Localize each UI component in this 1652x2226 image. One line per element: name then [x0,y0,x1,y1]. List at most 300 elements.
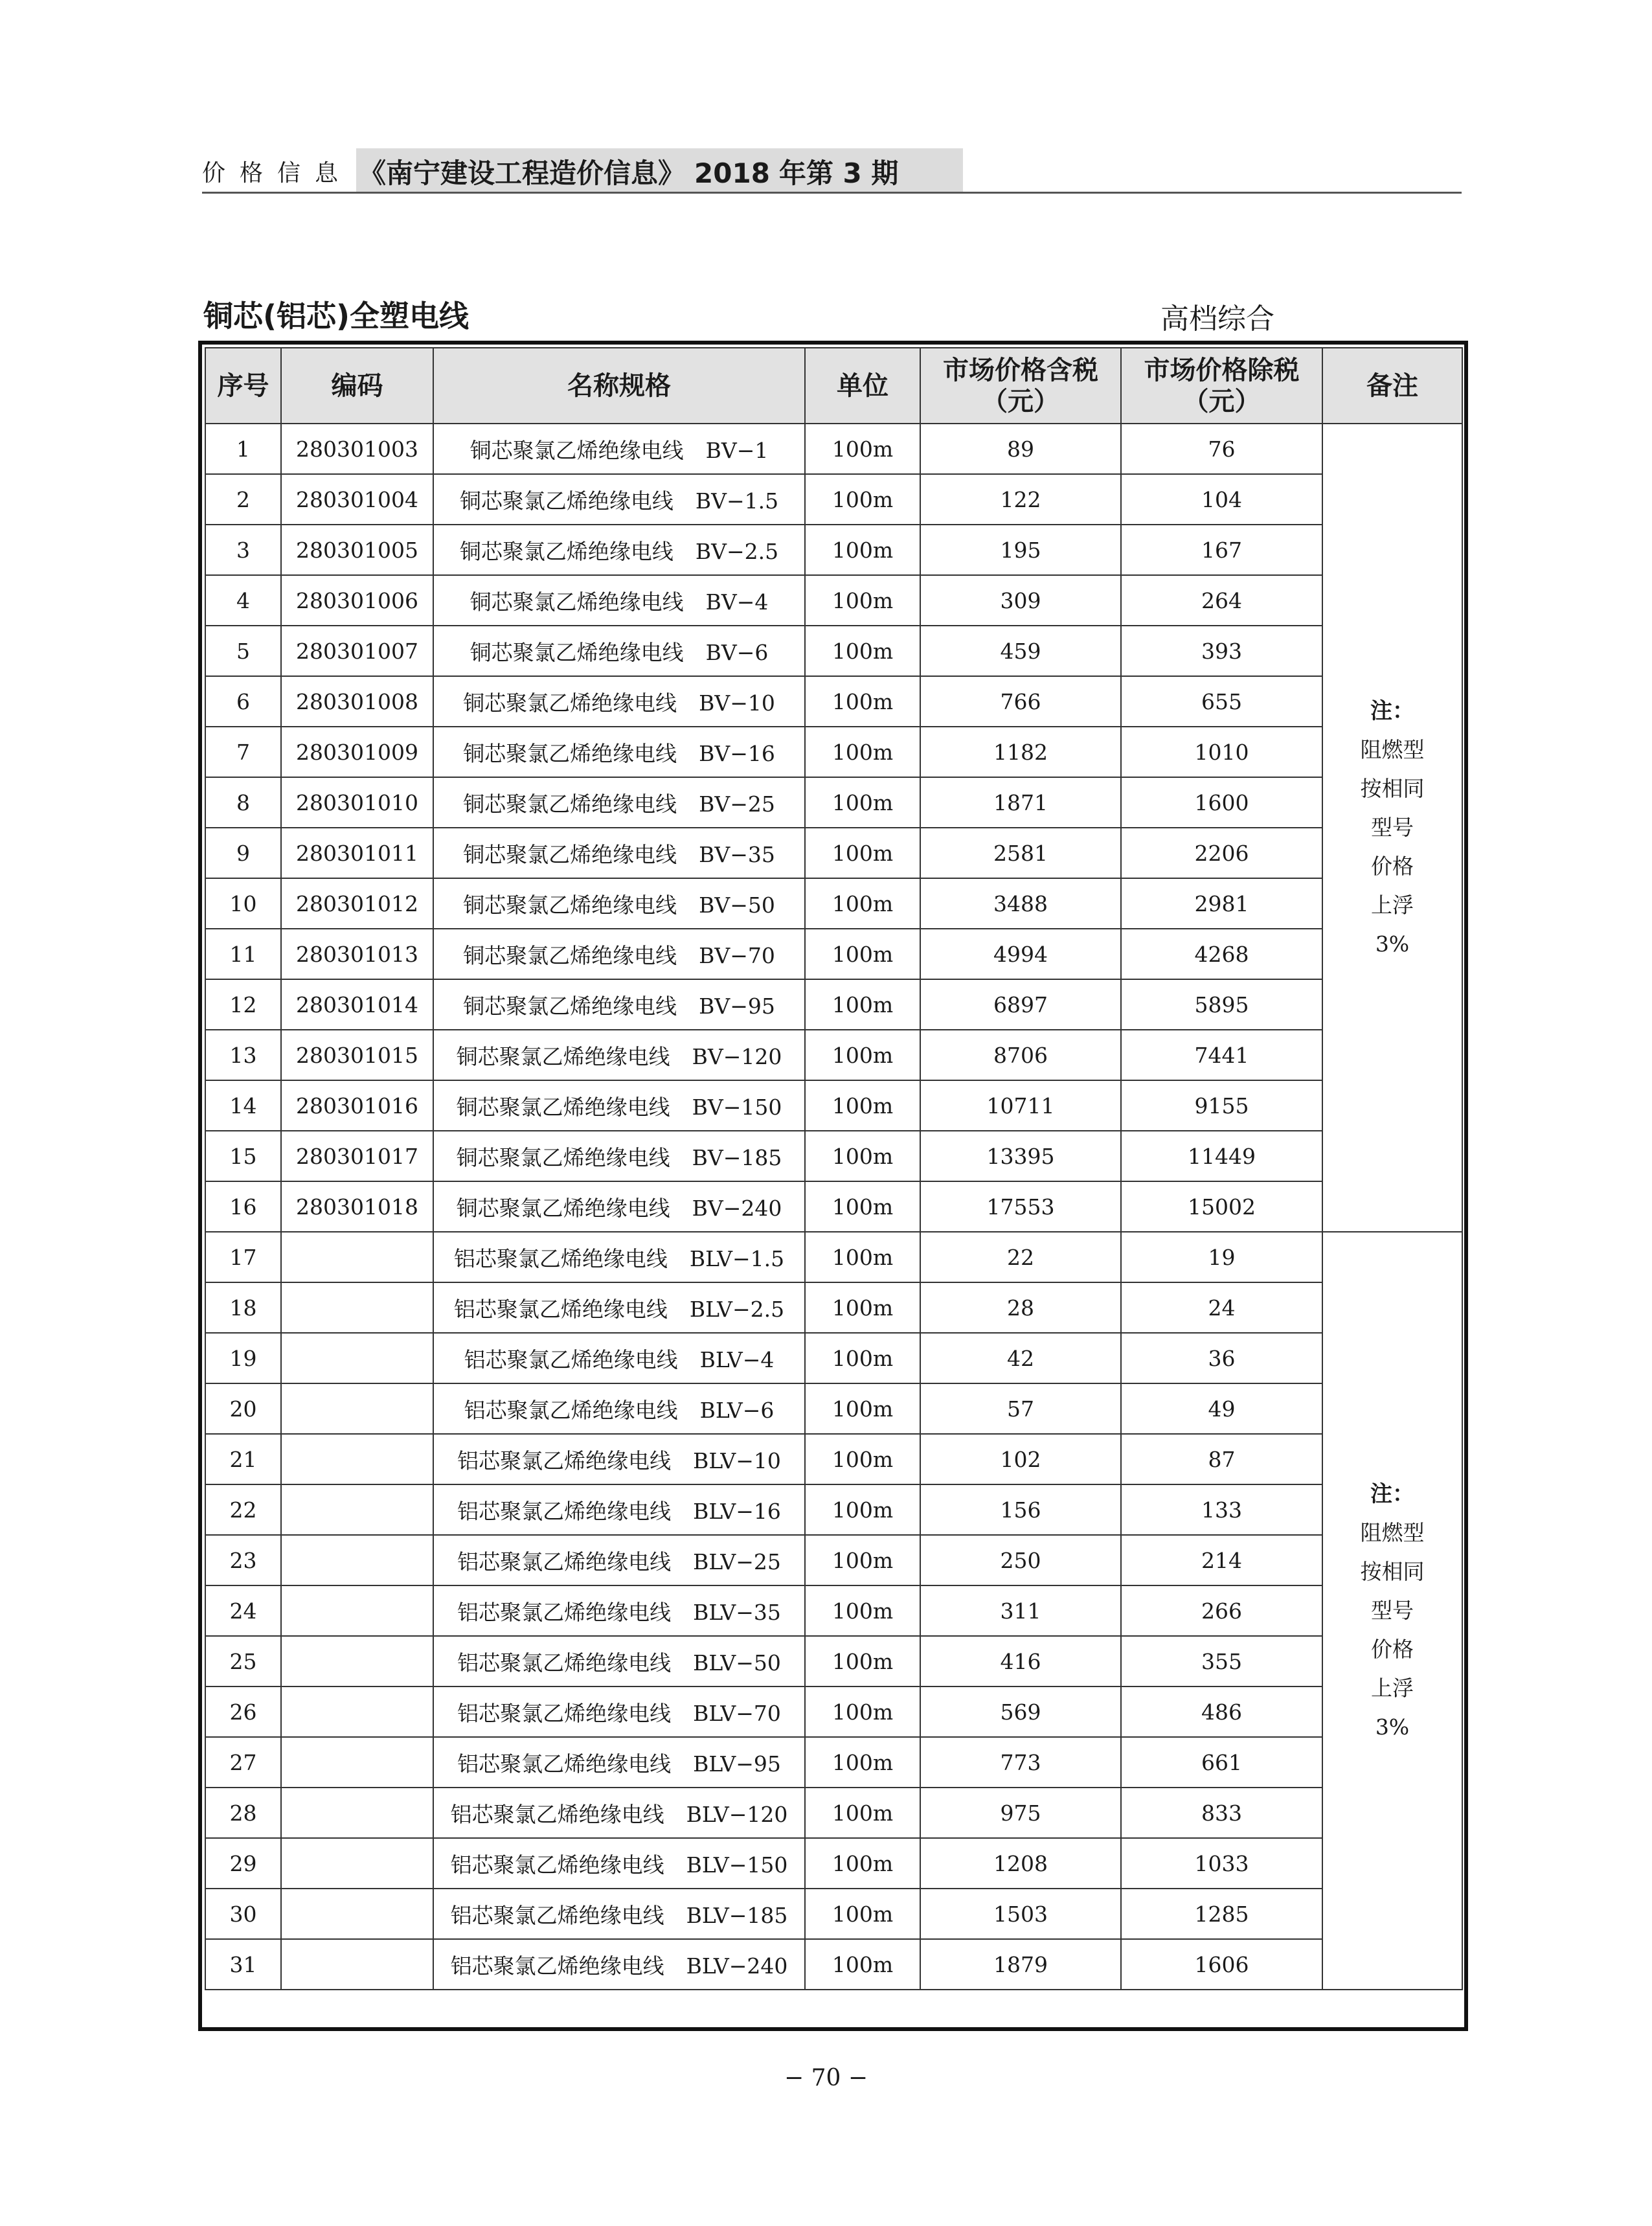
seq-cell: 29 [205,1838,281,1889]
price-table [205,347,1463,1990]
unit-cell: 100m [805,575,920,626]
remark-note-line: 阻燃型 [1360,737,1425,762]
table-row [205,1080,1462,1131]
table-row [205,1737,1462,1788]
seq-cell: 14 [205,1080,281,1131]
seq-cell: 5 [205,626,281,676]
price-incl-cell: 309 [920,575,1121,626]
publication-title: 《南宁建设工程造价信息》 [359,157,686,189]
product-model: BLV−6 [699,1397,775,1423]
running-header [202,148,963,194]
product-model: BV−6 [705,639,769,665]
price-excl-cell: 355 [1121,1636,1322,1687]
name-cell [433,878,805,929]
price-excl-cell: 24 [1121,1282,1322,1333]
product-model: BV−35 [699,841,775,867]
table-row [205,828,1462,878]
unit-cell: 100m [805,676,920,727]
col-header-price-excl-line1: 市场价格除税 [1144,355,1300,385]
code-cell: 280301007 [281,626,433,676]
table-row [205,1889,1462,1939]
price-excl-cell: 11449 [1121,1131,1322,1181]
code-cell: 280301005 [281,525,433,575]
remark-note-line: 按相同 [1360,1559,1425,1584]
product-model: BLV−95 [693,1751,781,1777]
price-incl-cell: 195 [920,525,1121,575]
name-cell [433,727,805,777]
name-cell [433,626,805,676]
price-excl-cell: 87 [1121,1434,1322,1484]
price-excl-cell: 2981 [1121,878,1322,929]
name-cell [433,474,805,525]
table-row [205,575,1462,626]
name-cell [433,1333,805,1383]
seq-cell: 4 [205,575,281,626]
seq-cell: 2 [205,474,281,525]
seq-cell: 12 [205,979,281,1030]
price-incl-cell: 1208 [920,1838,1121,1889]
price-incl-cell: 89 [920,424,1121,474]
product-name: 铝芯聚氯乙烯绝缘电线 [464,1346,678,1372]
remark-note-heading: 注： [1370,698,1414,724]
price-incl-cell: 975 [920,1788,1121,1838]
code-cell [281,1687,433,1737]
table-row [205,1333,1462,1383]
price-excl-cell: 7441 [1121,1030,1322,1080]
code-cell [281,1838,433,1889]
price-incl-cell: 156 [920,1484,1121,1535]
name-cell [433,1788,805,1838]
table-title: 铜芯(铝芯)全塑电线 [203,299,470,334]
price-incl-cell: 416 [920,1636,1121,1687]
code-cell: 280301010 [281,777,433,828]
unit-cell: 100m [805,1333,920,1383]
unit-cell: 100m [805,474,920,525]
price-excl-cell: 214 [1121,1535,1322,1585]
table-row [205,626,1462,676]
seq-cell: 11 [205,929,281,979]
unit-cell: 100m [805,1232,920,1282]
name-cell [433,676,805,727]
unit-cell: 100m [805,828,920,878]
table-row [205,1838,1462,1889]
unit-cell: 100m [805,1080,920,1131]
seq-cell: 17 [205,1232,281,1282]
price-incl-cell: 459 [920,626,1121,676]
section-tag: 价格信息 [202,159,353,187]
code-cell: 280301004 [281,474,433,525]
price-incl-cell: 3488 [920,878,1121,929]
price-excl-cell: 36 [1121,1333,1322,1383]
table-row [205,1030,1462,1080]
code-cell: 280301018 [281,1181,433,1232]
unit-cell: 100m [805,1383,920,1434]
seq-cell: 15 [205,1131,281,1181]
table-row [205,1687,1462,1737]
product-name: 铜芯聚氯乙烯绝缘电线 [459,488,673,514]
unit-cell: 100m [805,1687,920,1737]
col-header-remark: 备注 [1322,348,1462,424]
table-row [205,1585,1462,1636]
seq-cell: 26 [205,1687,281,1737]
col-header-price-excl [1121,348,1322,424]
col-header-code: 编码 [281,348,433,424]
table-row [205,1181,1462,1232]
name-cell [433,1383,805,1434]
product-model: BV−185 [692,1144,782,1170]
price-incl-cell: 13395 [920,1131,1121,1181]
product-model: BV−16 [699,740,775,766]
seq-cell: 27 [205,1737,281,1788]
product-model: BV−4 [705,589,769,615]
product-name: 铝芯聚氯乙烯绝缘电线 [450,1953,664,1979]
product-name: 铝芯聚氯乙烯绝缘电线 [457,1549,672,1574]
table-row [205,1484,1462,1535]
seq-cell: 28 [205,1788,281,1838]
price-incl-cell: 122 [920,474,1121,525]
price-excl-cell: 393 [1121,626,1322,676]
col-header-price-incl [920,348,1121,424]
remark-note-line: 3% [1375,931,1410,957]
remark-note-line: 按相同 [1360,776,1425,801]
code-cell [281,1636,433,1687]
product-name: 铝芯聚氯乙烯绝缘电线 [457,1599,672,1625]
unit-cell: 100m [805,1737,920,1788]
product-model: BV−150 [692,1094,782,1120]
price-incl-cell: 22 [920,1232,1121,1282]
table-body [205,424,1462,1990]
name-cell [433,1484,805,1535]
table-row [205,1383,1462,1434]
product-name: 铝芯聚氯乙烯绝缘电线 [457,1751,672,1777]
unit-cell: 100m [805,424,920,474]
product-name: 铜芯聚氯乙烯绝缘电线 [463,740,677,766]
product-name: 铝芯聚氯乙烯绝缘电线 [457,1448,672,1473]
unit-cell: 100m [805,878,920,929]
remark-note-line: 型号 [1371,1598,1414,1623]
publication-year: 2018 [694,157,770,189]
product-model: BLV−4 [699,1346,775,1372]
product-model: BLV−35 [693,1599,781,1625]
price-excl-cell: 486 [1121,1687,1322,1737]
price-excl-cell: 167 [1121,525,1322,575]
seq-cell: 8 [205,777,281,828]
price-excl-cell: 655 [1121,676,1322,727]
unit-cell: 100m [805,1889,920,1939]
product-model: BV−50 [699,892,775,918]
product-model: BLV−150 [686,1852,788,1878]
price-excl-cell: 2206 [1121,828,1322,878]
price-excl-cell: 76 [1121,424,1322,474]
product-name: 铝芯聚氯乙烯绝缘电线 [453,1245,668,1271]
table-row [205,1636,1462,1687]
name-cell [433,1636,805,1687]
code-cell: 280301012 [281,878,433,929]
product-model: BV−120 [692,1043,782,1069]
seq-cell: 1 [205,424,281,474]
product-model: BV−2.5 [695,538,779,564]
price-excl-cell: 1285 [1121,1889,1322,1939]
remark-note-heading: 注： [1370,1481,1414,1507]
name-cell [433,1889,805,1939]
remark-note-line: 价格 [1371,1637,1414,1662]
product-model: BV−10 [699,690,775,716]
unit-cell: 100m [805,1838,920,1889]
price-excl-cell: 49 [1121,1383,1322,1434]
col-header-unit: 单位 [805,348,920,424]
table-row [205,525,1462,575]
seq-cell: 16 [205,1181,281,1232]
seq-cell: 24 [205,1585,281,1636]
code-cell: 280301016 [281,1080,433,1131]
price-incl-cell: 2581 [920,828,1121,878]
unit-cell: 100m [805,979,920,1030]
col-header-price-incl-line1: 市场价格含税 [943,355,1098,385]
product-model: BLV−185 [686,1902,788,1928]
col-header-seq: 序号 [205,348,281,424]
table-row [205,1131,1462,1181]
name-cell [433,828,805,878]
product-model: BLV−240 [686,1953,788,1979]
table-row [205,979,1462,1030]
table-row [205,1939,1462,1990]
name-cell [433,1181,805,1232]
code-cell [281,1585,433,1636]
name-cell [433,1080,805,1131]
code-cell: 280301013 [281,929,433,979]
table-row [205,474,1462,525]
price-incl-cell: 8706 [920,1030,1121,1080]
price-excl-cell: 4268 [1121,929,1322,979]
name-cell [433,1282,805,1333]
product-name: 铜芯聚氯乙烯绝缘电线 [463,942,677,968]
unit-cell: 100m [805,929,920,979]
name-cell [433,575,805,626]
grade-label: 高档综合 [1160,302,1274,335]
code-cell [281,1333,433,1383]
table-row [205,929,1462,979]
unit-cell: 100m [805,626,920,676]
table-header-row [205,348,1462,424]
price-excl-cell: 133 [1121,1484,1322,1535]
unit-cell: 100m [805,1939,920,1990]
name-cell [433,1838,805,1889]
code-cell [281,1232,433,1282]
table-row [205,878,1462,929]
price-excl-cell: 833 [1121,1788,1322,1838]
name-cell [433,1030,805,1080]
product-name: 铝芯聚氯乙烯绝缘电线 [450,1852,664,1878]
publication-issue: 年第 3 期 [778,157,899,189]
unit-cell: 100m [805,1484,920,1535]
price-excl-cell: 1600 [1121,777,1322,828]
seq-cell: 3 [205,525,281,575]
table-row [205,1434,1462,1484]
seq-cell: 7 [205,727,281,777]
product-name: 铜芯聚氯乙烯绝缘电线 [470,437,684,463]
price-incl-cell: 1871 [920,777,1121,828]
product-name: 铜芯聚氯乙烯绝缘电线 [470,639,684,665]
product-model: BLV−120 [686,1801,788,1827]
code-cell: 280301014 [281,979,433,1030]
price-incl-cell: 42 [920,1333,1121,1383]
code-cell: 280301003 [281,424,433,474]
price-incl-cell: 1182 [920,727,1121,777]
seq-cell: 20 [205,1383,281,1434]
seq-cell: 13 [205,1030,281,1080]
code-cell [281,1484,433,1535]
name-cell [433,525,805,575]
price-incl-cell: 4994 [920,929,1121,979]
product-model: BV−70 [699,942,775,968]
price-incl-cell: 17553 [920,1181,1121,1232]
unit-cell: 100m [805,525,920,575]
name-cell [433,1737,805,1788]
code-cell [281,1383,433,1434]
remark-note-line: 价格 [1371,854,1414,879]
product-name: 铜芯聚氯乙烯绝缘电线 [470,589,684,615]
name-cell [433,1434,805,1484]
price-excl-cell: 1033 [1121,1838,1322,1889]
code-cell [281,1282,433,1333]
code-cell: 280301006 [281,575,433,626]
seq-cell: 30 [205,1889,281,1939]
table-row [205,676,1462,727]
price-incl-cell: 250 [920,1535,1121,1585]
price-incl-cell: 311 [920,1585,1121,1636]
name-cell [433,1939,805,1990]
unit-cell: 100m [805,1282,920,1333]
product-name: 铝芯聚氯乙烯绝缘电线 [453,1296,668,1322]
remark-note-line: 型号 [1371,815,1414,840]
table-row [205,727,1462,777]
publication-band [356,148,963,194]
product-model: BV−1.5 [695,488,779,514]
price-excl-cell: 661 [1121,1737,1322,1788]
unit-cell: 100m [805,777,920,828]
price-incl-cell: 766 [920,676,1121,727]
product-model: BLV−50 [693,1650,781,1675]
remark-note-line: 3% [1375,1714,1410,1740]
code-cell [281,1737,433,1788]
unit-cell: 100m [805,1585,920,1636]
price-excl-cell: 5895 [1121,979,1322,1030]
code-cell: 280301008 [281,676,433,727]
unit-cell: 100m [805,1636,920,1687]
remark-note-line: 上浮 [1371,1675,1414,1701]
price-excl-cell: 104 [1121,474,1322,525]
name-cell [433,424,805,474]
header-rule [202,192,1462,194]
page-number: − 70 − [784,2065,868,2091]
unit-cell: 100m [805,1535,920,1585]
name-cell [433,929,805,979]
product-name: 铜芯聚氯乙烯绝缘电线 [463,690,677,716]
code-cell: 280301009 [281,727,433,777]
seq-cell: 6 [205,676,281,727]
remark-note [1322,1232,1462,1990]
price-incl-cell: 1879 [920,1939,1121,1990]
price-incl-cell: 28 [920,1282,1121,1333]
code-cell [281,1889,433,1939]
col-header-name: 名称规格 [433,348,805,424]
price-excl-cell: 264 [1121,575,1322,626]
seq-cell: 25 [205,1636,281,1687]
name-cell [433,1585,805,1636]
price-excl-cell: 266 [1121,1585,1322,1636]
unit-cell: 100m [805,1788,920,1838]
unit-cell: 100m [805,727,920,777]
product-model: BLV−10 [693,1448,781,1473]
product-name: 铝芯聚氯乙烯绝缘电线 [457,1650,672,1675]
seq-cell: 18 [205,1282,281,1333]
name-cell [433,1535,805,1585]
code-cell: 280301015 [281,1030,433,1080]
product-name: 铜芯聚氯乙烯绝缘电线 [463,841,677,867]
code-cell: 280301017 [281,1131,433,1181]
name-cell [433,1687,805,1737]
product-model: BV−25 [699,791,775,817]
price-incl-cell: 773 [920,1737,1121,1788]
seq-cell: 19 [205,1333,281,1383]
seq-cell: 23 [205,1535,281,1585]
product-name: 铝芯聚氯乙烯绝缘电线 [457,1498,672,1524]
price-excl-cell: 9155 [1121,1080,1322,1131]
product-model: BV−95 [699,993,775,1019]
product-name: 铜芯聚氯乙烯绝缘电线 [459,538,673,564]
product-name: 铜芯聚氯乙烯绝缘电线 [463,791,677,817]
unit-cell: 100m [805,1434,920,1484]
table-row [205,1282,1462,1333]
product-model: BLV−16 [693,1498,781,1524]
product-name: 铜芯聚氯乙烯绝缘电线 [456,1144,670,1170]
price-excl-cell: 1606 [1121,1939,1322,1990]
price-excl-cell: 19 [1121,1232,1322,1282]
code-cell [281,1434,433,1484]
unit-cell: 100m [805,1131,920,1181]
product-name: 铜芯聚氯乙烯绝缘电线 [463,993,677,1019]
code-cell [281,1535,433,1585]
code-cell [281,1939,433,1990]
col-header-price-incl-line2: （元） [982,386,1059,416]
product-name: 铝芯聚氯乙烯绝缘电线 [457,1700,672,1726]
remark-note-line: 上浮 [1371,892,1414,918]
table-row [205,777,1462,828]
price-excl-cell: 15002 [1121,1181,1322,1232]
product-model: BLV−1.5 [689,1245,785,1271]
name-cell [433,1232,805,1282]
table-row [205,424,1462,474]
product-name: 铜芯聚氯乙烯绝缘电线 [463,892,677,918]
col-header-price-excl-line2: （元） [1182,386,1261,416]
product-model: BV−240 [692,1195,782,1221]
product-model: BLV−25 [693,1549,781,1574]
name-cell [433,777,805,828]
price-incl-cell: 57 [920,1383,1121,1434]
seq-cell: 21 [205,1434,281,1484]
remark-note [1322,424,1462,1232]
unit-cell: 100m [805,1181,920,1232]
seq-cell: 22 [205,1484,281,1535]
table-row [205,1232,1462,1282]
price-excl-cell: 1010 [1121,727,1322,777]
price-incl-cell: 6897 [920,979,1121,1030]
product-model: BV−1 [705,437,769,463]
name-cell [433,1131,805,1181]
name-cell [433,979,805,1030]
remark-note-line: 阻燃型 [1360,1520,1425,1545]
table-row [205,1788,1462,1838]
